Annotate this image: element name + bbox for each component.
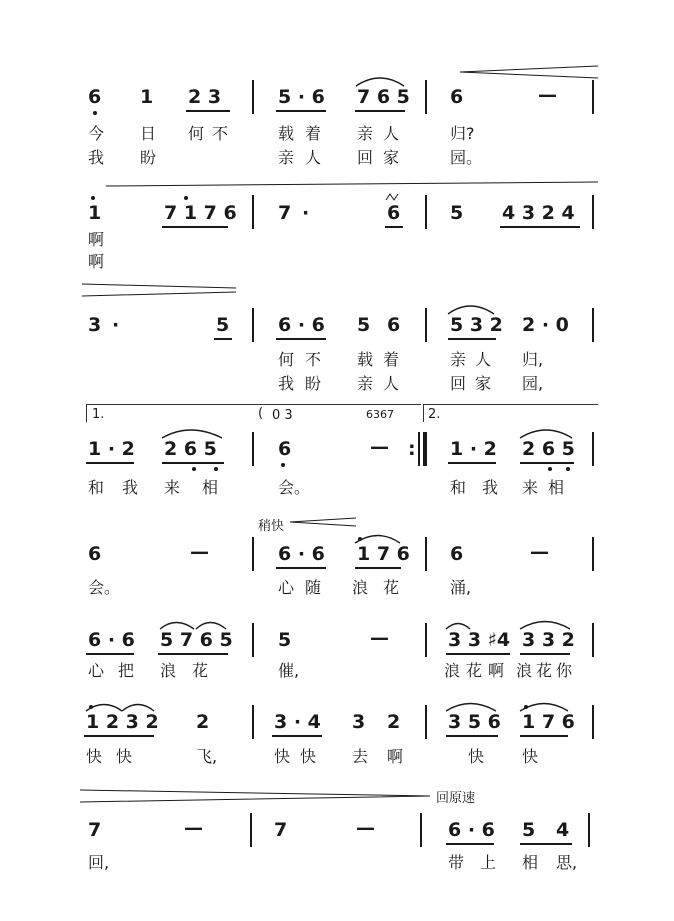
underline-beam: [276, 338, 326, 340]
lyric: 浪: [444, 661, 461, 680]
note: 6: [450, 543, 464, 565]
dash: —: [530, 541, 549, 563]
underline-beam: [276, 567, 326, 569]
lyric: 我: [482, 478, 499, 497]
lyric: 啊: [88, 252, 105, 271]
lyric: 回: [357, 148, 374, 167]
note: 2 · 0: [522, 314, 569, 336]
lyric: 快: [274, 747, 291, 766]
lyric: 亲: [357, 374, 374, 393]
paren: (: [258, 406, 264, 421]
barline: [588, 813, 590, 847]
dash: —: [538, 84, 557, 106]
slur: [446, 704, 496, 712]
lyric: 花: [383, 578, 400, 597]
ending-number: 1.: [92, 407, 105, 422]
lyric: 盼: [140, 148, 157, 167]
note: ·: [302, 202, 310, 224]
lyric: 啊: [88, 230, 105, 249]
note: 1: [140, 86, 154, 108]
underline-beam: [186, 110, 230, 112]
note: 3 3 ♯4: [448, 629, 511, 651]
lyric: 花: [536, 661, 553, 680]
volta-bracket: [423, 404, 424, 422]
dash: —: [190, 541, 209, 563]
tempo-marking: 回原速: [436, 791, 476, 806]
tempo-marking: 稍快: [258, 519, 285, 534]
note: 2: [196, 711, 210, 733]
lyric: 不: [212, 124, 229, 143]
lyric: 浪: [352, 578, 369, 597]
note: 2 6 5: [522, 438, 575, 460]
mordent: [386, 194, 398, 200]
small-notes: 0 3: [272, 408, 293, 423]
note: 6: [450, 86, 464, 108]
lyric: 亲: [278, 148, 295, 167]
barline: [252, 195, 254, 229]
note: 7: [274, 819, 288, 841]
note: 1 · 2: [88, 438, 135, 460]
underline-beam: [500, 226, 580, 228]
lyric: 归,: [522, 350, 544, 369]
volta-bracket: [86, 404, 87, 422]
barline: [425, 80, 427, 114]
underline-beam: [446, 653, 510, 655]
slur: [162, 430, 222, 438]
lyric: 花: [192, 661, 209, 680]
underline-beam: [158, 653, 228, 655]
lyric: 人: [383, 374, 400, 393]
small-notes: 6367: [366, 408, 394, 421]
note: ·: [112, 314, 120, 336]
dash: —: [370, 627, 389, 649]
repeat-sign: :: [408, 438, 416, 460]
underline-beam: [276, 110, 326, 112]
lyric: 我: [278, 374, 295, 393]
lyric: 会。: [278, 478, 311, 497]
barline: [252, 705, 254, 739]
note: 7: [88, 819, 102, 841]
note: 1 · 2: [450, 438, 497, 460]
hairpin: [80, 790, 430, 802]
note: 6: [278, 438, 292, 460]
lyric: 浪: [160, 661, 177, 680]
lyric: 快: [116, 747, 133, 766]
lyric: 载: [278, 124, 295, 143]
underline-beam: [214, 338, 232, 340]
note: 1 7 6: [522, 711, 575, 733]
lyric: 催,: [278, 661, 300, 680]
high-octave-dot: [358, 537, 362, 541]
high-octave-dot: [91, 196, 95, 200]
note: 2 3: [188, 86, 222, 108]
lyric: 着: [305, 124, 322, 143]
high-octave-dot: [89, 705, 93, 709]
lyric: 园。: [450, 148, 483, 167]
low-octave-dot: [281, 463, 285, 467]
dash: —: [370, 436, 389, 458]
underline-beam: [355, 110, 405, 112]
lyric: 心: [88, 661, 105, 680]
lyric: 人: [383, 124, 400, 143]
lyric: 家: [475, 374, 492, 393]
lyric: 啊: [387, 747, 404, 766]
barline: [592, 80, 594, 114]
lyric: 回,: [88, 853, 110, 872]
note: 1 7 6: [357, 543, 410, 565]
lyric: 盼: [305, 374, 322, 393]
note: 5: [357, 314, 371, 336]
note: 6 · 6: [448, 819, 495, 841]
note: 5 · 6: [278, 86, 325, 108]
hairpin: [290, 518, 356, 526]
lyric: 何: [278, 350, 295, 369]
barline: [252, 432, 254, 466]
note: 4: [556, 819, 570, 841]
lyric: 来: [164, 478, 181, 497]
underline-beam: [86, 653, 134, 655]
barline: [252, 80, 254, 114]
lyric: 来: [522, 478, 539, 497]
note: 6: [88, 543, 102, 565]
barline: [425, 308, 427, 342]
lyric: 快: [300, 747, 317, 766]
barline: [250, 813, 252, 847]
underline-beam: [86, 462, 134, 464]
lyric: 家: [383, 148, 400, 167]
barline: [592, 432, 594, 466]
barline: [420, 813, 422, 847]
slur: [520, 622, 570, 630]
low-octave-dot: [214, 467, 218, 471]
barline: [418, 432, 420, 466]
note: 6 · 6: [278, 543, 325, 565]
hairpin: [82, 284, 236, 296]
barline: [425, 623, 427, 657]
underline-beam: [520, 462, 574, 464]
note: 6: [88, 86, 102, 108]
note: 3: [352, 711, 366, 733]
underline-beam: [446, 843, 494, 845]
underline-beam: [84, 735, 154, 737]
underline-beam: [446, 735, 498, 737]
underline-beam: [162, 226, 228, 228]
lyric: 不: [305, 350, 322, 369]
underline-beam: [162, 462, 224, 464]
lyric: 带: [448, 853, 465, 872]
note: 5 3 2: [450, 314, 503, 336]
underline-beam: [448, 462, 496, 464]
lyric: 上: [480, 853, 497, 872]
lyric: 相: [548, 478, 565, 497]
volta-bracket: [423, 404, 598, 405]
lyric: 浪: [516, 661, 533, 680]
lyric: 回: [450, 374, 467, 393]
note: 1: [88, 202, 102, 224]
lyric: 随: [305, 578, 322, 597]
barline: [252, 537, 254, 571]
lyric: 归?: [450, 124, 475, 143]
lyric: 人: [475, 350, 492, 369]
low-octave-dot: [192, 467, 196, 471]
dash: —: [184, 817, 203, 839]
slur: [448, 306, 494, 314]
barline: [592, 308, 594, 342]
underline-beam: [520, 843, 572, 845]
lyric: 亲: [357, 124, 374, 143]
barline: [252, 623, 254, 657]
lyric: 快: [468, 747, 485, 766]
barline: [592, 195, 594, 229]
lyric: 日: [140, 124, 157, 143]
note: 7 6 5: [357, 86, 410, 108]
lyric: 把: [118, 661, 135, 680]
underline-beam: [448, 338, 496, 340]
note: 5: [522, 819, 536, 841]
note: 6: [387, 314, 401, 336]
note: 6 · 6: [278, 314, 325, 336]
lyric: 涌,: [450, 578, 472, 597]
lyric: 人: [305, 148, 322, 167]
note: 1 2 3 2: [86, 711, 159, 733]
lyric: 我: [88, 148, 105, 167]
note: 4 3 2 4: [502, 202, 575, 224]
note: 5 7 6 5: [160, 629, 233, 651]
slur: [520, 430, 572, 438]
lyric: 啊: [488, 661, 505, 680]
note: 2: [387, 711, 401, 733]
hairpin: [460, 66, 598, 78]
lyric: 飞,: [196, 747, 218, 766]
lyric: 相: [202, 478, 219, 497]
lyric: 和: [450, 478, 467, 497]
phrase-line: [106, 182, 598, 186]
lyric: 我: [122, 478, 139, 497]
underline-beam: [385, 226, 403, 228]
lyric: 载: [357, 350, 374, 369]
lyric: 快: [522, 747, 539, 766]
lyric: 会。: [88, 578, 121, 597]
lyric: 快: [86, 747, 103, 766]
lyric: 亲: [450, 350, 467, 369]
barline: [425, 705, 427, 739]
underline-beam: [355, 567, 401, 569]
note: 3 3 2: [522, 629, 575, 651]
lyric: 心: [278, 578, 295, 597]
lyric: 园,: [522, 374, 544, 393]
lyric: 何: [188, 124, 205, 143]
note: 6 · 6: [88, 629, 135, 651]
underline-beam: [520, 735, 568, 737]
volta-bracket: [86, 404, 421, 405]
low-octave-dot: [548, 467, 552, 471]
lyric: 着: [383, 350, 400, 369]
lyric: 去: [352, 747, 369, 766]
note: 6: [387, 202, 401, 224]
low-octave-dot: [566, 467, 570, 471]
high-octave-dot: [524, 705, 528, 709]
repeat-barline: [423, 432, 427, 466]
underline-beam: [272, 735, 322, 737]
slur: [356, 78, 404, 86]
barline: [592, 705, 594, 739]
barline: [592, 537, 594, 571]
note: 5: [216, 314, 230, 336]
note: 7: [278, 202, 292, 224]
note: 7 1 7 6: [164, 202, 237, 224]
note: 3: [88, 314, 102, 336]
note: 5: [278, 629, 292, 651]
note: 5: [450, 202, 464, 224]
dash: —: [356, 817, 375, 839]
barline: [592, 623, 594, 657]
note: 3 · 4: [274, 711, 321, 733]
underline-beam: [520, 653, 570, 655]
barline: [252, 308, 254, 342]
lyric: 和: [88, 478, 105, 497]
lyric: 今: [88, 124, 105, 143]
lyric: 花: [466, 661, 483, 680]
lyric: 你: [556, 661, 573, 680]
note: 3 5 6: [448, 711, 501, 733]
note: 2 6 5: [164, 438, 217, 460]
ending-number: 2.: [428, 407, 441, 422]
lyric: 思,: [556, 853, 578, 872]
low-octave-dot: [93, 111, 97, 115]
lyric: 相: [522, 853, 539, 872]
barline: [425, 195, 427, 229]
high-octave-dot: [184, 196, 188, 200]
barline: [425, 537, 427, 571]
